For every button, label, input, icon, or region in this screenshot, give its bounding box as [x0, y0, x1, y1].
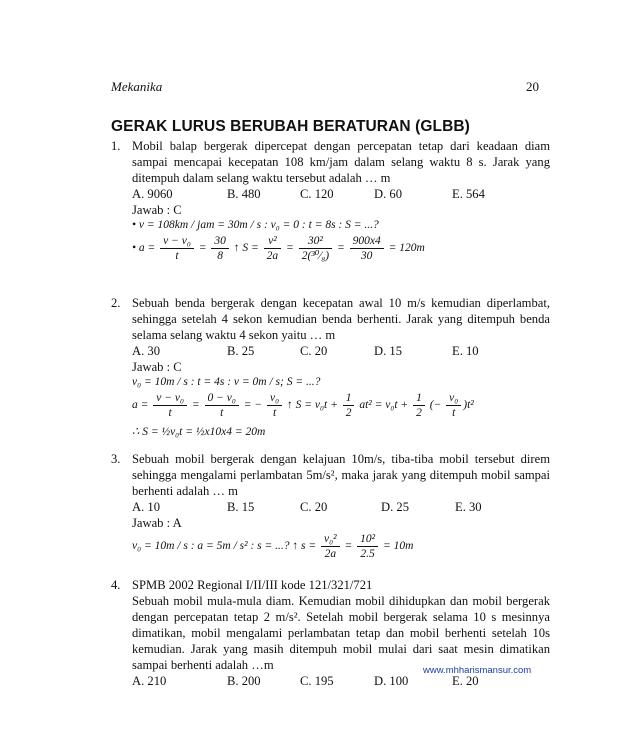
option-a: A. 210 — [132, 674, 167, 688]
question-text-line: Mobil balap bergerak dipercepat dengan percepatan tetap dari keadaan diam — [132, 139, 550, 153]
page-number: 20 — [526, 79, 539, 94]
question-text-line: Sebuah mobil bergerak dengan kelajuan 10m/s, tiba-tiba mobil tersebut direm — [132, 452, 550, 466]
question-text-line: SPMB 2002 Regional I/II/III kode 121/321/721 — [132, 578, 373, 592]
question-text-line: dimatikan, mobil mengalami perlambatan tetap dan mobil berhenti setelah 10s — [132, 626, 550, 640]
option-d: D. 25 — [381, 500, 409, 514]
question-text-line: Sebuah benda bergerak dengan kecepatan awal 10 m/s kemudian diperlambat, — [132, 296, 550, 310]
option-b: B. 200 — [227, 674, 261, 688]
option-a: A. 30 — [132, 344, 160, 358]
running-header-title: Mekanika — [111, 79, 163, 94]
option-e: E. 10 — [452, 344, 479, 358]
answer-label: Jawab : C — [132, 203, 182, 217]
question-text-line: dengan percepatan tetap 2 m/s². Setelah mobil bergerak selama 10 s mesinnya — [132, 610, 550, 624]
question-number: 3. — [111, 452, 121, 466]
equation-prefix: v₀ = 10m / s : a = 5m / s² : s = ...? ↑ s = — [132, 540, 317, 553]
question-text-line: sehingga setelah 4 sekon kemudian benda berhenti. Jarak yang ditempuh benda — [132, 312, 550, 326]
option-d: D. 60 — [374, 187, 402, 201]
option-e: E. 30 — [455, 500, 482, 514]
option-b: B. 15 — [227, 500, 255, 514]
option-e: E. 564 — [452, 187, 485, 201]
answer-label: Jawab : A — [132, 516, 182, 530]
option-b: B. 25 — [227, 344, 255, 358]
answer-label: Jawab : C — [132, 360, 182, 374]
question-text-line: Sebuah mobil mula-mula diam. Kemudian mobil dihidupkan dan mobil bergerak — [132, 594, 550, 608]
section-title: GERAK LURUS BERUBAH BERATURAN (GLBB) — [111, 118, 470, 135]
equation-line: v₀ = 10m / s : t = 4s : v = 0m / s; S = ...? — [132, 376, 321, 388]
question-text-line: berhenti adalah … m — [132, 484, 238, 498]
question-text-line: sampai mencapai kecepatan 108 km/jam dalam selang waktu 8 s. Jarak yang — [132, 155, 550, 169]
equation-fraction-line: v₀ = 10m / s : a = 5m / s² : s = ...? ↑ s = $\frac{\text{v₀²}}{2a}$ = $\frac{\text{10²}}{2.5}$ = 10m — [132, 533, 414, 560]
question-text-line: ditempuh dalam selang waktu tersebut adalah … m — [132, 171, 391, 185]
equation-fraction-line: • a = $\frac{\text{v − v₀}}{t}$ = $\frac{30}{8}$ ↑ S = $\frac{\text{v²}}{2a}$ = $\frac{\text{30²}}{\text{2(³⁰⁄₈)}}$ = $\frac{900x4}{30}$ = 120m — [132, 235, 425, 262]
question-number: 4. — [111, 578, 121, 592]
equation-line: ∴ S = ½v₀t = ½x10x4 = 20m — [132, 426, 266, 438]
question-number: 2. — [111, 296, 121, 310]
option-c: C. 195 — [300, 674, 334, 688]
option-c: C. 20 — [300, 500, 328, 514]
footer-url-link[interactable]: www.mhharismansur.com — [423, 665, 532, 676]
question-text-line: sampai berhenti adalah …m — [132, 658, 274, 672]
question-text-line: kemudian. Jarak yang masih ditempuh mobil mulai dari saat mesin dimatikan — [132, 642, 550, 656]
option-a: A. 9060 — [132, 187, 173, 201]
question-text-line: selama selang waktu 4 sekon yaitu … m — [132, 328, 336, 342]
option-c: C. 20 — [300, 344, 328, 358]
option-a: A. 10 — [132, 500, 160, 514]
option-d: D. 100 — [374, 674, 409, 688]
equation-line: • v = 108km / jam = 30m / s : v₀ = 0 : t = 8s : S = ...? — [132, 219, 379, 231]
option-c: C. 120 — [300, 187, 334, 201]
question-number: 1. — [111, 139, 121, 153]
option-d: D. 15 — [374, 344, 402, 358]
question-text-line: sehingga mengalami perlambatan 5m/s², maka jarak yang ditempuh mobil sampai — [132, 468, 550, 482]
option-e: E. 20 — [452, 674, 479, 688]
option-b: B. 480 — [227, 187, 261, 201]
equation-fraction-line: a = $\frac{\text{v − v₀}}{t}$ = $\frac{\text{0 − v₀}}{t}$ = − $\frac{\text{v₀}}{t}$ ↑ S = v₀t + $\frac{1}{2}$ at² = v₀t + $\frac{1}{2}$ (− $\frac{\text{v₀}}{t}$ )t² — [132, 392, 474, 419]
